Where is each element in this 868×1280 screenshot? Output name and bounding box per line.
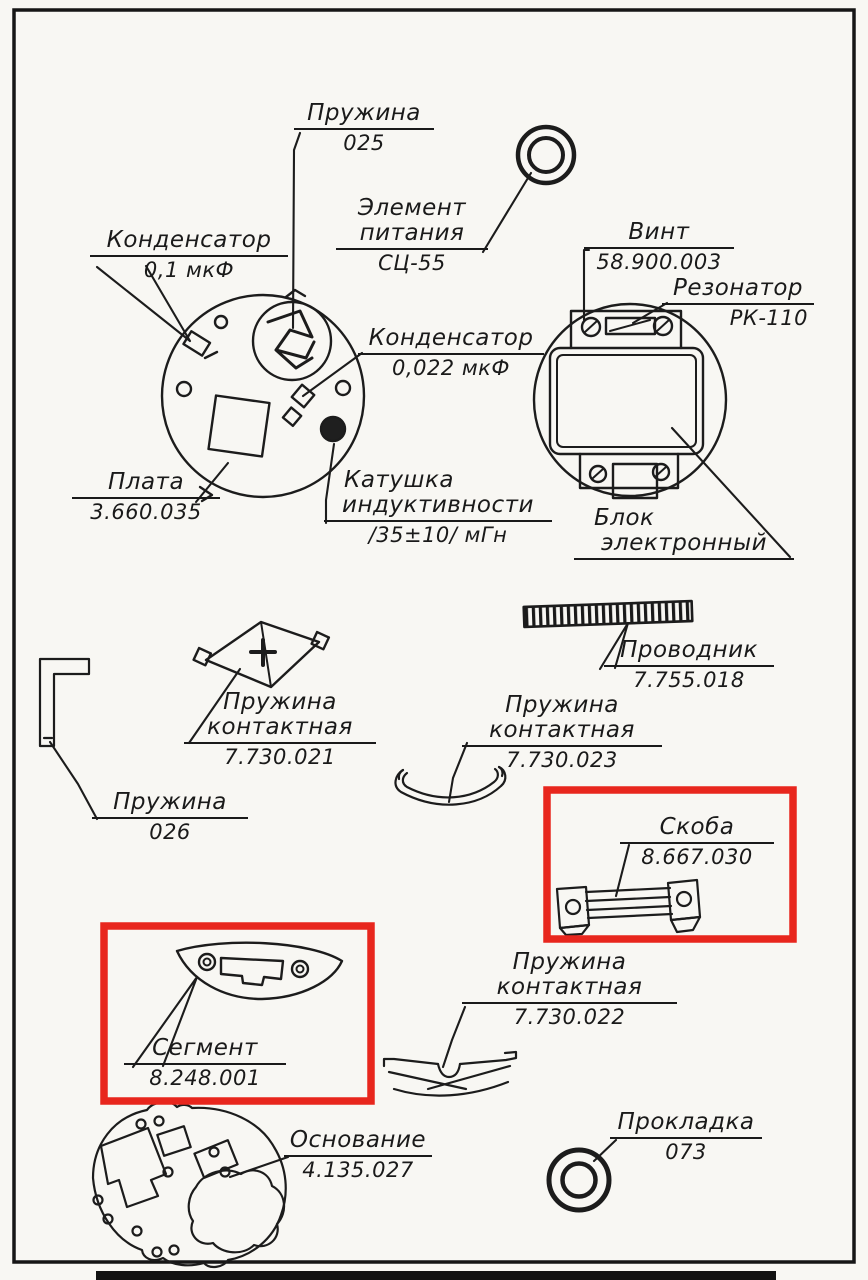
callout-battery-cell	[336, 196, 488, 274]
part-number: 58.900.003	[596, 249, 722, 274]
part-label: контактная	[462, 718, 662, 747]
part-label: Резонатор	[662, 276, 814, 305]
part-number: 073	[665, 1139, 707, 1164]
spring-026-drawing	[40, 659, 89, 746]
part-label: Конденсатор	[358, 326, 544, 355]
callout-electronic-block	[574, 506, 794, 560]
part-label: Плата	[72, 470, 220, 499]
part-number: 4.135.027	[302, 1157, 414, 1182]
part-label: контактная	[184, 715, 376, 744]
bracket-drawing	[557, 880, 700, 935]
part-label: Пружина	[294, 101, 434, 130]
part-label: Прокладка	[610, 1110, 762, 1139]
part-number: 0,1 мкФ	[143, 257, 235, 282]
callout-inductor	[324, 468, 552, 546]
part-number: 7.755.018	[633, 667, 745, 692]
part-label: индуктивности	[324, 493, 552, 522]
part-label: Основание	[284, 1128, 432, 1157]
part-label: Элемент	[357, 195, 467, 221]
callout-contact-spring-021	[184, 690, 376, 768]
part-number: 026	[149, 819, 191, 844]
segment-drawing	[177, 943, 342, 999]
callout-screw	[584, 220, 734, 274]
callout-spring-026	[92, 790, 248, 844]
part-label: Катушка	[344, 467, 454, 493]
part-number: /35±10/ мГн	[368, 522, 508, 547]
battery-cell-drawing	[518, 127, 574, 183]
callout-bracket	[620, 815, 774, 869]
conductor-drawing	[524, 601, 693, 627]
part-number: 7.730.023	[506, 747, 618, 772]
callout-base	[284, 1128, 432, 1182]
part-label: Пружина	[92, 790, 248, 819]
part-number: 0,022 мкФ	[392, 355, 510, 380]
part-label: Сегмент	[124, 1036, 286, 1065]
part-label: питания	[336, 221, 488, 250]
part-number: 7.730.021	[224, 744, 336, 769]
callout-board	[72, 470, 220, 524]
part-label: электронный	[574, 531, 794, 560]
base-drawing	[93, 1102, 286, 1267]
part-number: РК-110	[729, 305, 808, 330]
callout-gasket	[610, 1110, 762, 1164]
part-label: Пружина	[223, 689, 337, 715]
part-number: 025	[343, 130, 385, 155]
electronic-block-drawing	[534, 304, 726, 498]
callout-capacitor-0022	[358, 326, 544, 380]
part-number: 7.730.022	[513, 1004, 626, 1029]
callout-conductor	[604, 638, 774, 692]
part-label: Блок	[594, 505, 655, 531]
part-number: 8.248.001	[149, 1065, 261, 1090]
callout-segment	[124, 1036, 286, 1090]
part-number: СЦ-55	[378, 250, 446, 275]
part-label: Винт	[584, 220, 734, 249]
part-label: Конденсатор	[90, 228, 288, 257]
callout-contact-spring-022	[462, 950, 677, 1028]
gasket-drawing	[549, 1150, 609, 1210]
callout-contact-spring-023	[462, 693, 662, 771]
part-label: контактная	[462, 975, 677, 1004]
part-number: 8.667.030	[641, 844, 753, 869]
contact-spring-022-drawing	[384, 1052, 516, 1096]
callout-capacitor-01	[90, 228, 288, 282]
part-label: Скоба	[620, 815, 774, 844]
part-label: Пружина	[512, 949, 627, 975]
part-label: Проводник	[604, 638, 774, 667]
callout-resonator	[662, 276, 814, 330]
callout-spring-025	[294, 101, 434, 155]
part-label: Пружина	[505, 692, 619, 718]
part-number: 3.660.035	[90, 499, 202, 524]
contact-spring-021-drawing	[194, 622, 329, 687]
